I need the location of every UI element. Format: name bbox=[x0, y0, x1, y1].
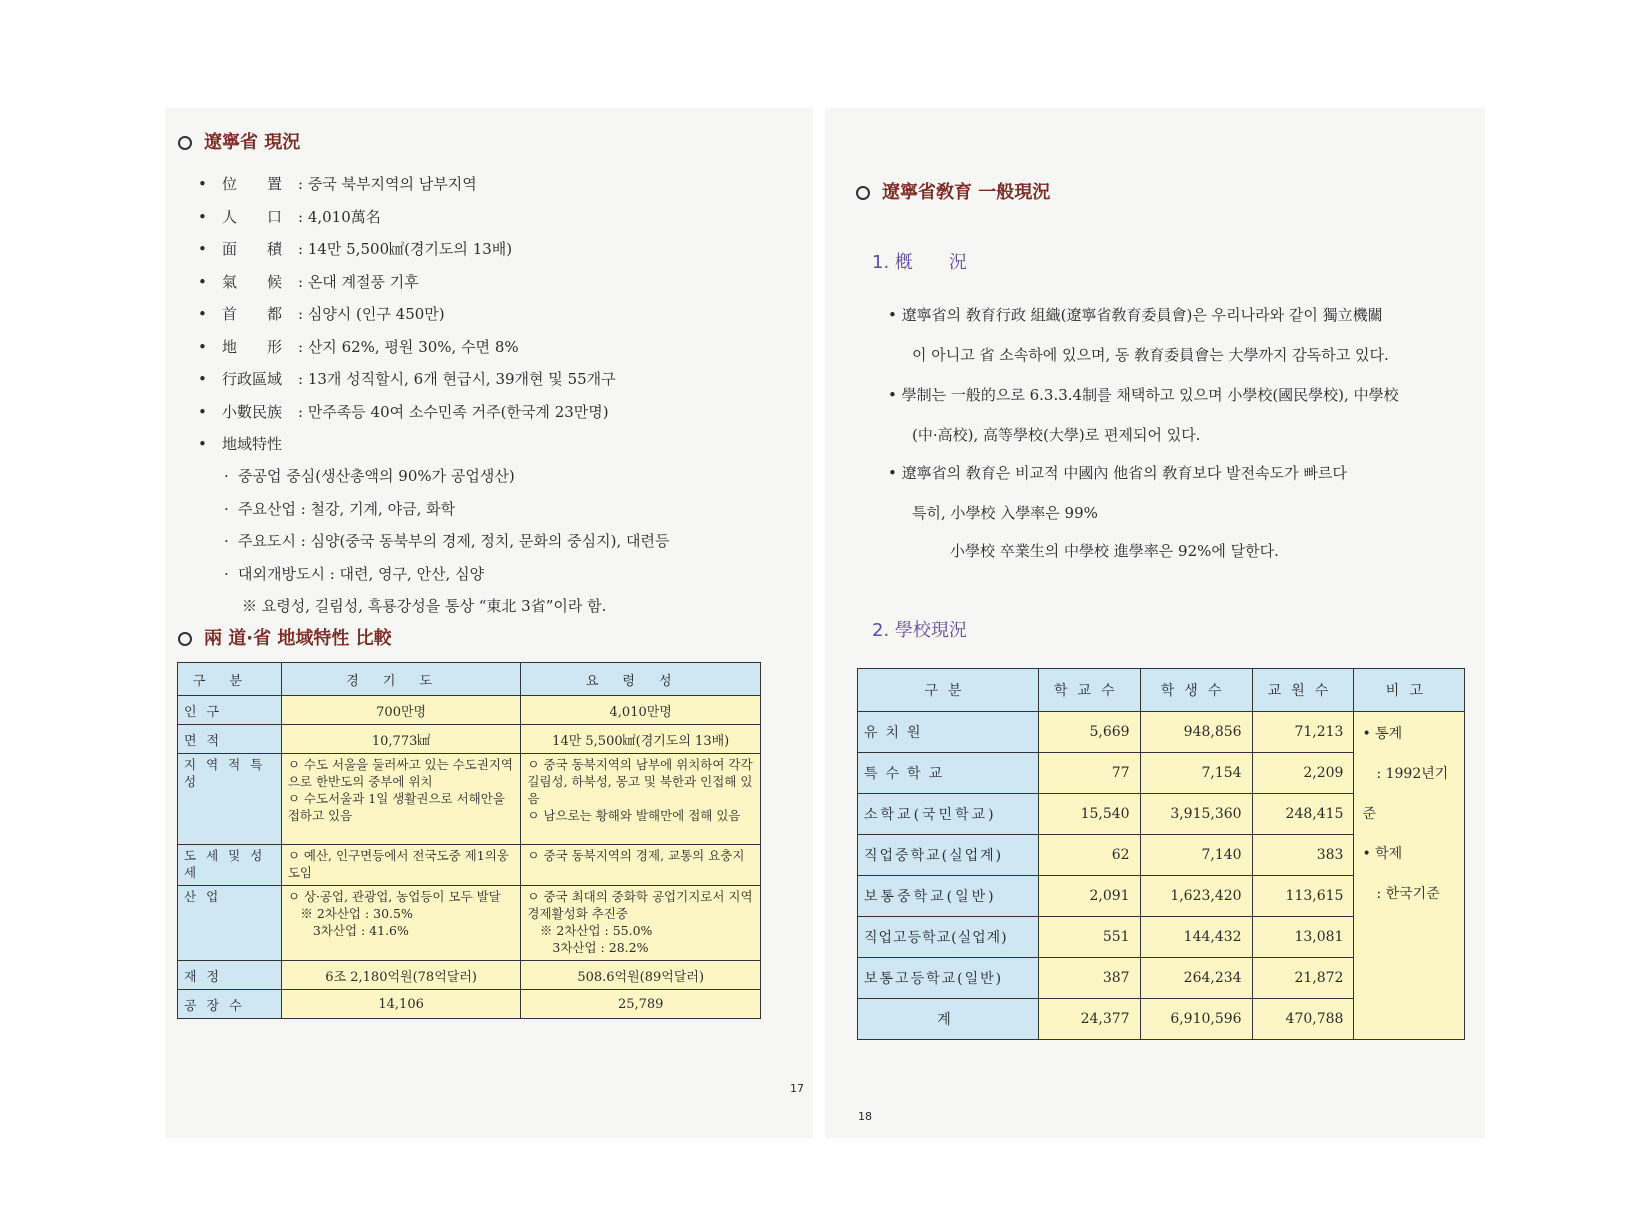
remark-line: : 한국기준 bbox=[1362, 886, 1440, 902]
page-number: 17 bbox=[790, 1082, 804, 1095]
table-row bbox=[178, 990, 761, 1019]
fact-item: • 小數民族 : 만주족등 40여 소수민족 거주(한국계 23만명) bbox=[198, 396, 616, 429]
trait-item: · 대외개방도시 : 대련, 영구, 안산, 심양 bbox=[222, 558, 669, 591]
table-row bbox=[178, 754, 761, 845]
overview-line: 이 아니고 省 소속하에 있으며, 동 敎育委員會는 大學까지 감독하고 있다. bbox=[912, 346, 1389, 364]
section-title-comparison: 兩 道·省 地域特性 比較 bbox=[178, 624, 392, 650]
cell: ㅇ 중국 동북지역의 경제, 교통의 요충지 bbox=[521, 845, 761, 886]
table-row bbox=[178, 696, 761, 725]
overview-line: (中·高校), 高等學校(大學)로 편제되어 있다. bbox=[912, 426, 1201, 444]
cell: 6조 2,180억원(78억달러) bbox=[281, 961, 521, 990]
overview-line: • 遼寧省의 敎育行政 組織(遼寧省敎育委員會)은 우리나라와 같이 獨立機關 bbox=[888, 306, 1383, 324]
cell: 25,789 bbox=[521, 990, 761, 1019]
col-header: 구분 bbox=[178, 663, 282, 696]
cell: 264,234 bbox=[1140, 958, 1252, 999]
section-title-education: 遼寧省敎育 一般現況 bbox=[856, 178, 1050, 204]
table-row bbox=[178, 725, 761, 754]
circle-bullet-icon bbox=[856, 186, 870, 200]
fact-item: • 行政區域 : 13개 성직할시, 6개 현급시, 39개현 및 55개구 bbox=[198, 363, 616, 396]
cell: 77 bbox=[1039, 753, 1141, 794]
col-header: 요령성 bbox=[521, 663, 761, 696]
cell: ㅇ 예산, 인구면등에서 전국도중 제1의웅도임 bbox=[281, 845, 521, 886]
fact-item: • 首 都 : 심양시 (인구 450만) bbox=[198, 298, 616, 331]
cell: 7,140 bbox=[1140, 835, 1252, 876]
subsection-school-status: 2. 學校現況 bbox=[872, 620, 967, 641]
cell: 387 bbox=[1039, 958, 1141, 999]
cell: 248,415 bbox=[1252, 794, 1354, 835]
table-row bbox=[178, 845, 761, 886]
cell: 113,615 bbox=[1252, 876, 1354, 917]
cell: ㅇ 중국 동북지역의 남부에 위치하여 각각 길림성, 하북성, 몽고 및 북한과 인접해 있음 ㅇ 남으로는 황해와 발해만에 접해 있음 bbox=[521, 754, 761, 845]
row-label: 공장수 bbox=[178, 990, 282, 1019]
cell: 948,856 bbox=[1140, 712, 1252, 753]
cell: 62 bbox=[1039, 835, 1141, 876]
cell: 144,432 bbox=[1140, 917, 1252, 958]
cell: 3,915,360 bbox=[1140, 794, 1252, 835]
fact-item: • 面 積 : 14만 5,500㎢(경기도의 13배) bbox=[198, 233, 616, 266]
col-header: 학교수 bbox=[1039, 669, 1141, 712]
cell: 2,209 bbox=[1252, 753, 1354, 794]
overview-line: • 學制는 一般的으로 6.3.3.4制를 채택하고 있으며 小學校(國民學校), 中學校 bbox=[888, 386, 1399, 404]
region-traits-list bbox=[222, 460, 669, 623]
overview-line: 특히, 小學校 入學率은 99% bbox=[912, 504, 1098, 522]
cell: 13,081 bbox=[1252, 917, 1354, 958]
cell: 383 bbox=[1252, 835, 1354, 876]
fact-item: • 地域特性 bbox=[198, 428, 616, 461]
overview-line: • 遼寧省의 敎育은 비교적 中國內 他省의 敎育보다 발전속도가 빠르다 bbox=[888, 464, 1347, 482]
row-label: 직업고등학교(실업계) bbox=[858, 917, 1039, 958]
facts-list bbox=[198, 168, 616, 461]
cell: 700만명 bbox=[281, 696, 521, 725]
cell: 14,106 bbox=[281, 990, 521, 1019]
circle-bullet-icon bbox=[178, 632, 192, 646]
cell: ㅇ 수도 서울을 둘러싸고 있는 수도권지역으로 한반도의 중부에 위치 ㅇ 수도서울과 1일 생활권으로 서해안을 접하고 있음 bbox=[281, 754, 521, 845]
comparison-table bbox=[177, 662, 761, 1019]
row-label: 소학교(국민학교) bbox=[858, 794, 1039, 835]
cell: 15,540 bbox=[1039, 794, 1141, 835]
cell: 10,773㎢ bbox=[281, 725, 521, 754]
cell: 4,010만명 bbox=[521, 696, 761, 725]
row-label: 재정 bbox=[178, 961, 282, 990]
table-row bbox=[858, 712, 1465, 753]
remark-line: : 1992년기준 bbox=[1362, 766, 1449, 822]
cell: 14만 5,500㎢(경기도의 13배) bbox=[521, 725, 761, 754]
trait-note: ※ 요령성, 길림성, 흑룡강성을 통상 “東北 3省”이라 함. bbox=[242, 597, 607, 615]
table-row bbox=[178, 961, 761, 990]
cell: 551 bbox=[1039, 917, 1141, 958]
cell: 508.6억원(89억달러) bbox=[521, 961, 761, 990]
row-label: 도세및성세 bbox=[178, 845, 282, 886]
col-header: 학생수 bbox=[1140, 669, 1252, 712]
col-header: 교원수 bbox=[1252, 669, 1354, 712]
cell: 470,788 bbox=[1252, 999, 1354, 1040]
cell: 1,623,420 bbox=[1140, 876, 1252, 917]
remark-line: • 학제 bbox=[1362, 846, 1403, 862]
row-label: 산업 bbox=[178, 886, 282, 961]
cell: 2,091 bbox=[1039, 876, 1141, 917]
table-row bbox=[178, 886, 761, 961]
remark-line: • 통계 bbox=[1362, 726, 1403, 742]
cell: 24,377 bbox=[1039, 999, 1141, 1040]
section-title-liaoning-status: 遼寧省 現況 bbox=[178, 128, 300, 154]
trait-item: · 중공업 중심(생산총액의 90%가 공업생산) bbox=[222, 460, 669, 493]
row-label: 보통고등학교(일반) bbox=[858, 958, 1039, 999]
fact-item: • 人 口 : 4,010萬名 bbox=[198, 201, 616, 234]
row-label: 면적 bbox=[178, 725, 282, 754]
col-header: 구분 bbox=[858, 669, 1039, 712]
cell: ㅇ 상·공업, 관광업, 농업등이 모두 발달 ※ 2차산업 : 30.5% 3차산업 : 41.6% bbox=[281, 886, 521, 961]
page-number: 18 bbox=[858, 1110, 872, 1123]
overview-line: 小學校 卒業生의 中學校 進學率은 92%에 달한다. bbox=[950, 542, 1279, 560]
cell: 6,910,596 bbox=[1140, 999, 1252, 1040]
fact-item: • 氣 候 : 온대 계절풍 기후 bbox=[198, 266, 616, 299]
fact-item: • 地 形 : 산지 62%, 평원 30%, 수면 8% bbox=[198, 331, 616, 364]
school-status-table bbox=[857, 668, 1465, 1040]
row-label: 특수학교 bbox=[858, 753, 1039, 794]
row-label: 계 bbox=[858, 999, 1039, 1040]
remarks-cell bbox=[1354, 712, 1465, 1040]
trait-item: · 주요산업 : 철강, 기계, 야금, 화학 bbox=[222, 493, 669, 526]
col-header: 비고 bbox=[1354, 669, 1465, 712]
subsection-overview: 1. 槪 況 bbox=[872, 252, 967, 273]
col-header: 경기도 bbox=[281, 663, 521, 696]
row-label: 직업중학교(실업계) bbox=[858, 835, 1039, 876]
row-label: 보통중학교(일반) bbox=[858, 876, 1039, 917]
trait-item: · 주요도시 : 심양(중국 동북부의 경제, 정치, 문화의 중심지), 대련등 bbox=[222, 525, 669, 558]
row-label: 인구 bbox=[178, 696, 282, 725]
circle-bullet-icon bbox=[178, 136, 192, 150]
cell: 21,872 bbox=[1252, 958, 1354, 999]
fact-item: • 位 置 : 중국 북부지역의 남부지역 bbox=[198, 168, 616, 201]
cell: 5,669 bbox=[1039, 712, 1141, 753]
cell: 71,213 bbox=[1252, 712, 1354, 753]
cell: ㅇ 중국 최대의 중화학 공업기지로서 지역경제활성화 추진중 ※ 2차산업 : 55.0% 3차산업 : 28.2% bbox=[521, 886, 761, 961]
row-label: 지역적특성 bbox=[178, 754, 282, 845]
cell: 7,154 bbox=[1140, 753, 1252, 794]
row-label: 유치원 bbox=[858, 712, 1039, 753]
